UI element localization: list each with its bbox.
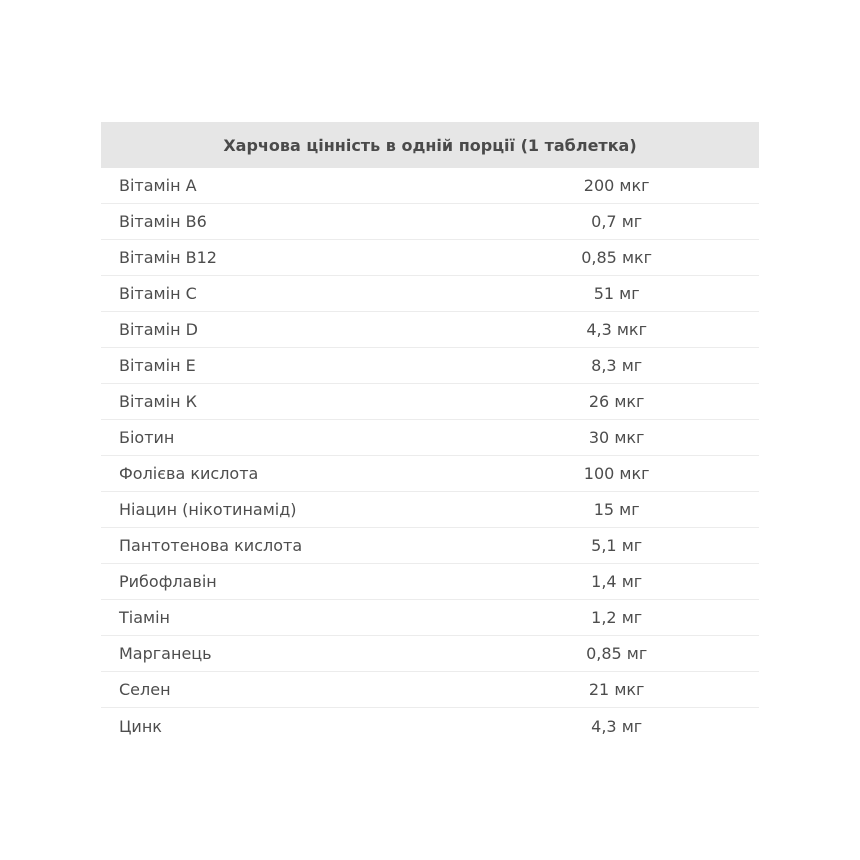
table-row [101, 348, 759, 384]
nutrient-amount: 5,1 мг [591, 536, 643, 555]
table-row [101, 564, 759, 600]
nutrient-amount: 51 мг [593, 284, 640, 303]
table-row [101, 204, 759, 240]
nutrient-amount: 0,7 мг [591, 212, 643, 231]
nutrition-table [101, 122, 759, 744]
nutrient-name: Вітамін В12 [119, 248, 217, 267]
nutrient-name: Вітамін С [119, 284, 197, 303]
nutrient-amount: 4,3 мкг [586, 320, 647, 339]
nutrient-amount: 26 мкг [588, 392, 645, 411]
table-header: Харчова цінність в одній порції (1 таблетка) [101, 122, 759, 168]
nutrient-name: Вітамін К [119, 392, 197, 411]
nutrient-amount: 1,4 мг [591, 572, 643, 591]
nutrient-name: Пантотенова кислота [119, 536, 303, 555]
nutrient-amount: 21 мкг [588, 680, 645, 699]
nutrient-amount: 4,3 мг [591, 716, 643, 736]
nutrient-name: Ніацин (нікотинамід) [119, 500, 297, 519]
table-row [101, 456, 759, 492]
table-row [101, 672, 759, 708]
nutrient-name: Марганець [119, 644, 212, 663]
nutrient-amount: 8,3 мг [591, 356, 643, 375]
nutrient-amount: 200 мкг [583, 176, 650, 195]
nutrient-name: Вітамін А [119, 176, 197, 195]
nutrient-amount: 100 мкг [583, 464, 650, 483]
table-row [101, 168, 759, 204]
table-row [101, 384, 759, 420]
nutrient-name: Вітамін В6 [119, 212, 207, 231]
nutrient-name: Селен [119, 680, 171, 699]
table-row [101, 528, 759, 564]
nutrient-amount: 0,85 мг [586, 644, 648, 663]
nutrient-amount: 15 мг [593, 500, 640, 519]
nutrient-amount: 30 мкг [588, 428, 645, 447]
table-row [101, 708, 759, 744]
table-row [101, 240, 759, 276]
nutrient-name: Тіамін [119, 608, 170, 627]
nutrient-name: Біотин [119, 428, 175, 447]
nutrient-name: Вітамін Е [119, 356, 196, 375]
nutrient-name: Цинк [119, 716, 162, 736]
table-body [101, 168, 759, 744]
table-row [101, 600, 759, 636]
table-row [101, 276, 759, 312]
nutrient-name: Вітамін D [119, 320, 198, 339]
nutrient-amount: 0,85 мкг [581, 248, 653, 267]
table-row [101, 636, 759, 672]
table-row [101, 492, 759, 528]
table-row [101, 312, 759, 348]
nutrient-amount: 1,2 мг [591, 608, 643, 627]
nutrient-name: Рибофлавін [119, 572, 217, 591]
nutrient-name: Фолієва кислота [119, 464, 259, 483]
table-row [101, 420, 759, 456]
